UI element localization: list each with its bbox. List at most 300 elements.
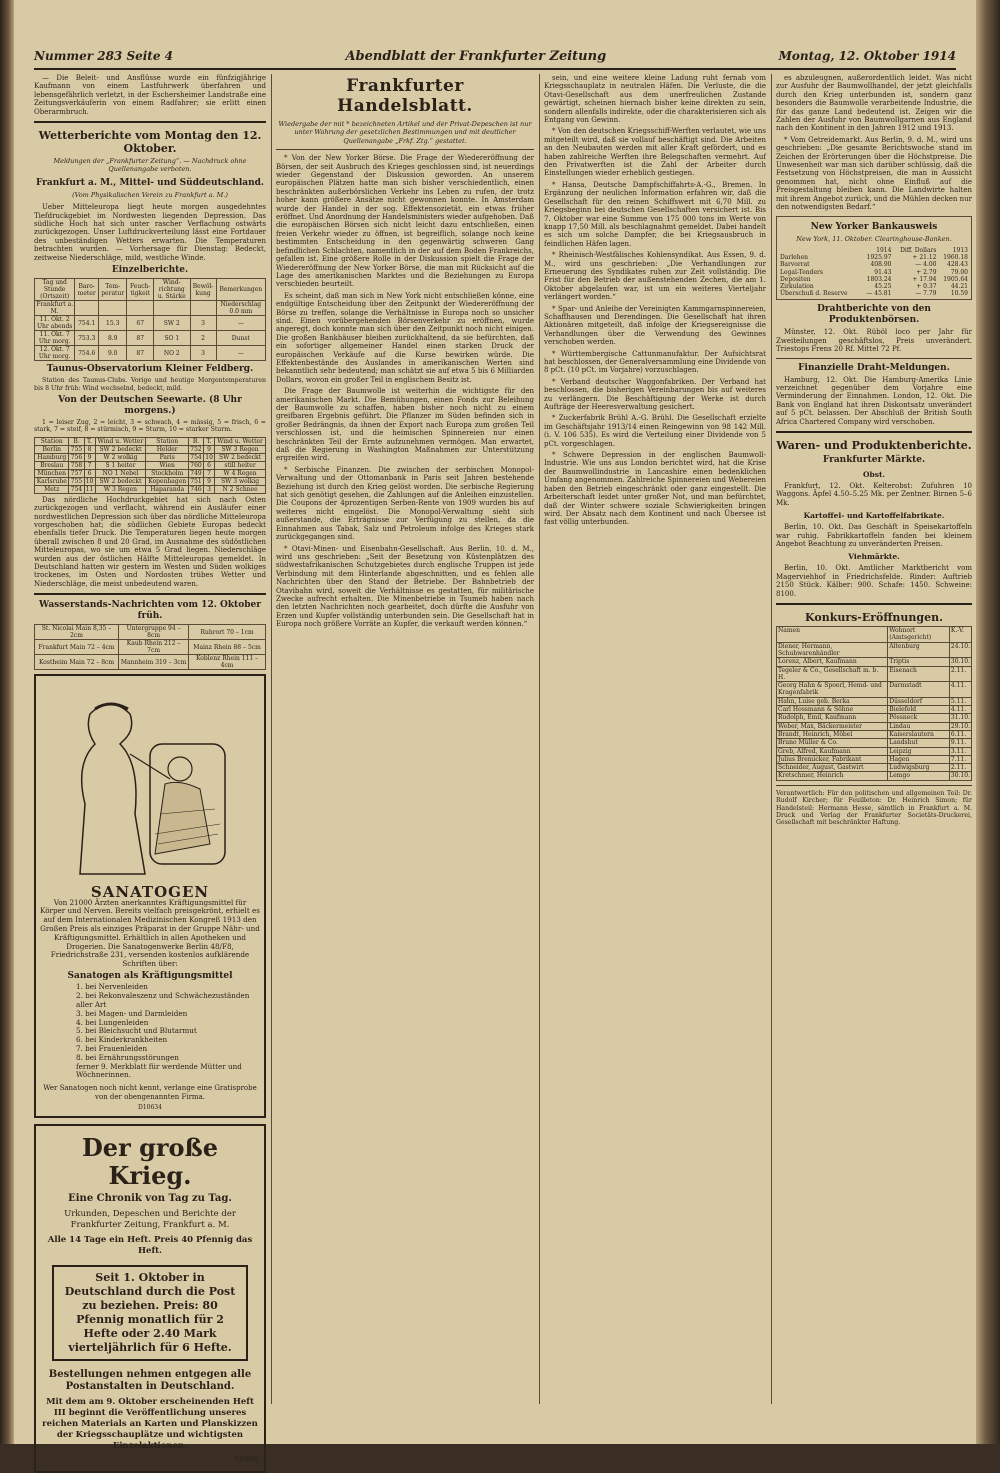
table-row <box>777 730 972 738</box>
cell: 754 <box>70 485 83 493</box>
table-row <box>777 697 972 705</box>
cell: Kaub Rhein 212 – 7cm <box>119 640 189 655</box>
list-item: 6. bei Kinderkrankheiten <box>76 1035 168 1045</box>
sanatogen-ad <box>34 674 266 1118</box>
th: Tag und Stunde (Ortszeit) <box>35 279 75 301</box>
cell <box>190 301 216 316</box>
cell: 408.90 <box>870 261 892 269</box>
column-4 <box>776 74 972 1404</box>
article-paragraph: * Schwere Depression in der englischen Baumwoll-Industrie. Wie uns aus London berichtet wird, hat die Krise der Baumwollindustrie in Lancashire einen bedenklichen Umfang angenommen. Zahlreiche Spinnereien und Webereien haben den Betrieb eingeschränkt oder ganz eingestellt. Die Arbeiterschaft leidet unter großer Not, und man befürchtet, daß der Winter schwere soziale Schwierigkeiten bringen wird. Der Absatz nach dem Kontinent und nach Übersee ist fast völlig unterbunden. <box>544 451 766 527</box>
cell <box>127 301 154 316</box>
cell: 24.10. <box>949 642 971 658</box>
table-row <box>35 625 266 640</box>
table-row <box>777 755 972 763</box>
cell: 754 <box>190 453 202 461</box>
divider <box>34 593 266 595</box>
page-header <box>34 46 956 66</box>
cell: 757 <box>70 469 83 477</box>
cell: 9 <box>84 453 95 461</box>
cell: Ludwigsburg <box>888 764 950 772</box>
cell: SW 3 wolkig <box>215 477 266 485</box>
cell: Barvorrat <box>780 261 810 269</box>
cell: S 1 heiter <box>95 461 146 469</box>
seewarte-title <box>34 395 266 417</box>
cell: 755 <box>70 445 83 453</box>
kart-title: Kartoffel- und Kartoffelfabrikate. <box>803 511 945 521</box>
cell: 91.43 <box>874 268 892 276</box>
cell: — <box>216 316 265 331</box>
cell: 87 <box>127 331 154 346</box>
list-item: 8. bei Ernährungsstörungen <box>76 1052 179 1062</box>
cell: + 2.79 <box>916 268 937 276</box>
konkurs-table <box>776 626 972 781</box>
table-row <box>777 666 972 682</box>
cell: 428.43 <box>947 261 968 269</box>
cell: 2.11. <box>949 666 971 682</box>
cell: Lorenz, Albert, Kaufmann <box>777 658 888 666</box>
th: Wohnort (Amtsgericht) <box>888 627 950 643</box>
cell: Carl Hossmann & Söhne <box>777 706 888 714</box>
cell: Schneider, August, Gastwirt <box>777 764 888 772</box>
cell: SW 2 bedeckt <box>95 477 146 485</box>
table-row <box>35 316 266 331</box>
cell: 79.00 <box>950 268 968 276</box>
weather-region: Frankfurt a. M., Mittel- und Süddeutschland. <box>35 177 265 188</box>
cell: 7.11. <box>949 755 971 763</box>
cell: 11 <box>85 485 94 493</box>
nurse-patient-illustration <box>50 684 250 884</box>
markt-obst: Obst. <box>862 469 886 479</box>
kart-text: Berlin, 10. Okt. Das Geschäft in Speisekartoffeln war ruhig. Fabrikkartoffeln fanden bei kleinem Angebot Beachtung zu unveränderten Preisen. <box>776 523 972 549</box>
cell: Untergruppe 94 – 8cm <box>119 625 189 640</box>
divider <box>776 785 972 786</box>
list-item: 4. bei Lungenleiden <box>76 1017 149 1027</box>
list-item: 3. bei Magen- und Darmleiden <box>76 1008 188 1018</box>
cell: 751 <box>190 477 202 485</box>
cell: 7 <box>204 469 215 477</box>
table-row <box>779 290 969 297</box>
cell: Darmstadt <box>888 682 950 698</box>
cell: 31.10. <box>950 714 970 722</box>
imprint: Verantwortlich: Für den politischen und allgemeinen Teil: Dr. Rudolf Kircher; für Feuilleton: Dr. Heinrich Simon; für Handelsteil: Hermann Hesse, sämtlich in Frankfurt a. M. Druck und Verlag der Frankfurter Societäts-Druckerei, Gesellschaft mit beschränkter Haftung. <box>776 789 972 827</box>
header-left: Nummer 283 Seite 4 <box>34 49 174 63</box>
th: Bewöl-kung <box>190 279 216 301</box>
cell: Kaiserslautern <box>888 730 950 738</box>
newspaper-page <box>14 0 976 1464</box>
cell: Koblenz Rhein 111 – 4cm <box>189 655 266 670</box>
cell: 11. Okt. 7 Uhr morg. <box>35 331 75 346</box>
th: K.-V. <box>949 627 971 643</box>
weather-title: Wetterberichte vom Montag den 12. Oktober. <box>38 129 262 156</box>
cell: 4.11. <box>949 682 971 698</box>
draht-title: Drahtberichte von den Produktenbörsen. <box>817 304 931 326</box>
column-2 <box>276 74 534 1404</box>
th: Baro-meter <box>75 279 99 301</box>
cell: Altenburg <box>888 642 950 658</box>
markt-text: Frankfurt, 12. Okt. Kelterobst: Zufuhren 10 Waggons. Äpfel 4.50–5.25 Mk. per Zentner. Birnen 5–6 Mk. <box>776 481 972 507</box>
ad-illustration <box>40 684 260 884</box>
cell: 749 <box>190 469 202 477</box>
cell: N 2 Schnee <box>215 485 266 493</box>
article-paragraph: * Spar- und Anleihe der Vereinigten Kammgarnspinnereien, Schaffhausen und Derendingen. Die Gesellschaft hat ihren Aktionären mitgeteilt, daß infolge der Kriegsereignisse die Verhandlungen über die Verwendung des Gewinnes verschoben werden. <box>544 304 766 347</box>
cell: Metz <box>35 485 69 493</box>
cell: 9 <box>204 477 215 485</box>
article-paragraph: * Von der New Yorker Börse. Die Frage der Wiedereröffnung der Börsen, der seit Ausbruch des Krieges geschlossen sind, ist neuerdings wieder Gegenstand der Diskussion geworden. An unserem europäischen Plätzen hatte man sich bisher verschiedentlich, einen beschränkten außerbörslichen Verkehr ins Leben zu rufen, der trotz hoher kann größere Ansätze nicht gewonnen konnte. In Amsterdam wurde der Handel in der sog. Effektensozietät, ein etwas früher eröffnet. Und Anordnung der Handelsministers wieder aufgehoben. Daß die europäischen Börsen sich nicht leicht dazu entschließen, einen freien Verkehr wieder zu öffnen, ist begreiflich, solange noch keine bestimmten Entscheidung in den gegenwärtig schweren Gang befindlichen Schlachten, namentlich in der auf dem Boden Frankreichs, gefallen ist. Eine größere Rolle in der Diskussion spielt die Frage der Wiedereröffnung der New Yorker Börse, die man mit Rücksicht auf die Lage des amerikanischen Marktes und die Beziehungen zu Europa verschieden beurteilt. <box>276 154 534 289</box>
cell: 1960.18 <box>943 254 968 262</box>
th: Tem-peratur <box>99 279 127 301</box>
ad2-price-note: Alle 14 Tage ein Heft. Preis 40 Pfennig das Heft. <box>47 1235 253 1257</box>
cell: 45.25 <box>874 282 892 290</box>
cell: 3.11. <box>949 747 971 755</box>
cell: 3 <box>190 316 216 331</box>
table-row <box>777 682 972 698</box>
cell: Hamburg <box>35 453 69 461</box>
cell: NO 2 <box>154 346 191 361</box>
th: Diff. Dollars <box>900 246 937 254</box>
table-row <box>777 714 972 722</box>
cell: 44.21 <box>950 282 968 290</box>
divider <box>776 431 972 433</box>
cell: Lindau <box>888 722 950 730</box>
cell: + 17.94 <box>912 275 937 283</box>
table-row <box>777 706 972 714</box>
article-paragraph: * Württembergische Cattunmanufaktur. Der Aufsichtsrat hat beschlossen, der Generalversammlung eine Dividende von 8 pCt. (10 pCt. im Vorjahre) vorzuschlagen. <box>544 349 766 375</box>
cell <box>154 301 191 316</box>
cell: Rudolph, Emil, Kaufmann <box>777 714 888 722</box>
nyb-sub: New York, 11. Oktober. Clearinghouse-Banken. <box>796 234 952 243</box>
cell: Stockholm <box>146 469 189 477</box>
cell: Brandt, Heinrich, Möbel <box>777 730 888 738</box>
cell: Bielefeld <box>888 706 950 714</box>
cell: 7 <box>84 461 95 469</box>
header-right: Montag, 12. Oktober 1914 <box>778 49 956 63</box>
table-row <box>777 747 972 755</box>
cell: 8 <box>84 445 95 453</box>
cell: — <box>216 346 265 361</box>
cell: 760 <box>190 461 202 469</box>
cell: Hagen <box>888 755 950 763</box>
cell: W 2 wolkig <box>95 453 146 461</box>
table-row <box>777 764 972 772</box>
konk-title: Konkurs-Eröffnungen. <box>805 611 943 625</box>
handelsblatt-title: Frankfurter Handelsblatt. <box>337 76 473 116</box>
cell: Weber, Max, Bäckermeister <box>777 722 888 730</box>
cell: Pössneck <box>888 714 950 722</box>
table-row <box>35 445 266 453</box>
cell <box>99 301 127 316</box>
column-rule <box>271 74 272 1404</box>
ad-title: SANATOGEN <box>90 883 210 902</box>
cell: Frankfurt Main 72 – 4cm <box>35 640 119 655</box>
table-row <box>779 283 969 290</box>
cell: Triptis <box>888 658 950 666</box>
cell: 6 <box>84 469 95 477</box>
nyb-title: New Yorker Bankausweis <box>810 221 938 232</box>
top-note: — Die Beleit- und Ansflüsse wurde ein fünfzigjährige Kaufmann von einem Lastfuhrwerk überfahren und lebensgefährlich verletzt, in der Eschersheimer Landstraße eine Zeitungsverkäuferin von einem Radfahrer; sie erlitt einen Oberarmbruch. <box>34 74 266 116</box>
list-item: ferner 9. Merkblatt für werdende Mütter und Wöchnerinnen. <box>76 1061 242 1080</box>
ad2-sub: Eine Chronik von Tag zu Tag. <box>68 1193 232 1205</box>
list-item: 1. bei Nervenleiden <box>76 982 148 992</box>
cell: Zirkulation <box>780 282 814 290</box>
cell: 67 <box>127 316 154 331</box>
cell: + 21.12 <box>912 254 937 262</box>
weather-text: Ueber Mitteleuropa liegt heute morgen ausgedehntes Tiefdruckgebiet im Nordwesten liegenden Depression. Das südliche Hoch hat sich unter rascher Verflachung ostwärts zurückgezogen. Unser Luftdruckverteilung lässt eine Fortdauer des unbeständigen Wetters erwarten. Die Temperaturen betrachten wurden. — Vorhersage für Dienstag: Bedeckt, zeitweise Niederschläge, mild, westliche Winde. <box>34 203 266 262</box>
cell: Paris <box>146 453 189 461</box>
cell: 752 <box>190 445 202 453</box>
th: Feuch-tigkeit <box>127 279 154 301</box>
column-rule <box>539 74 540 1404</box>
article-paragraph: Die Frage der Baumwolle ist weiterhin die wichtigste für den amerikanischen Markt. Die Bemühungen, einen Fonds zur Beleihung der Baumwolle zu schaffen, haben bisher noch nicht zu einem greifbaren Ergebnis geführt. Die Pflanzer im Süden befinden sich in großer Bedrängnis, da ihnen der Export nach Europa zum großen Teil verschlossen ist, und die heimischen Spinnereien nur einen beschränkten Teil der Ernte aufzunehmen vermögen. Man erwartet, daß die Regierung in Washington Maßnahmen zur Unterstützung ergreifen wird. <box>276 387 534 463</box>
cell: 87 <box>127 346 154 361</box>
cell: München <box>35 469 69 477</box>
cell: Depositen <box>780 275 811 283</box>
ad2-bottom: Mit dem am 9. Oktober erscheinenden Heft III beginnt die Veröffentlichung unseres reichen Materials an Karten und Planskizzen der Kriegsschauplätze und wichtigsten Einzelaktionen. <box>42 1397 258 1452</box>
cell: 12. Okt. 7 Uhr morg. <box>35 346 75 361</box>
vieh-title: Viehmärkte. <box>848 552 900 562</box>
ad2-title: Der große Krieg. <box>81 1133 219 1191</box>
cell: SW 2 bedeckt <box>95 445 146 453</box>
table-row <box>777 642 972 658</box>
cell: 10 <box>205 453 213 461</box>
cell: Karlsruhe <box>35 477 69 485</box>
cell: NO 1 Nebel <box>95 469 146 477</box>
th: Bemerkungen <box>216 279 265 301</box>
draht-text: Münster, 12. Okt. Rüböl loco per Jahr für Zweiteilungen geschäftslos, Preis unverändert. Triestops Frens 20 Rf. Mittel 72 Pf. <box>776 328 972 354</box>
header-center: Abendblatt der Frankfurter Zeitung <box>345 48 607 64</box>
cell: 3 <box>204 485 215 493</box>
th: Station <box>35 437 69 445</box>
weather-table-title: Einzelberichte. <box>111 265 189 276</box>
th: T. <box>84 437 95 445</box>
cell: Niederschlag 0.0 mm <box>216 301 265 316</box>
cell: Ruhrort 70 – 1cm <box>189 625 266 640</box>
vieh-text: Berlin, 10. Okt. Amtlicher Marktbericht vom Magerviehhof in Friedrichsfelde. Rinder: Auftrieb 2150 Stück. Kälber: 900. Schafe: 1450. Schweine: 8100. <box>776 564 972 598</box>
fin-title: Finanzielle Draht-Meldungen. <box>798 362 950 373</box>
table-row <box>35 640 266 655</box>
table-row <box>777 722 972 730</box>
article-paragraph: es abzuleugnen, außerordentlich leidet. Was nicht zur Ausfuhr der Baumwollhandel, der jetzt gleichfalls durch den Krieg unterbunden ist, sondern ganz besonders die Baumwolle verarbeitende Industrie, die für das ganze Land bedeutend ist. Zeigen wir die Zahlen der Ausfuhr von Baumwollgarnen aus England nach den Kontinent in den Jahren 1912 und 1913. <box>776 74 972 133</box>
seewarte-sub: (8 Uhr morgens.) <box>124 394 242 416</box>
table-row <box>777 739 972 747</box>
cell: 9 <box>204 445 215 453</box>
cell: Greb, Alfred, Kaufmann <box>777 747 888 755</box>
table-row <box>35 346 266 361</box>
cell: 5.11. <box>949 697 971 705</box>
book-spine <box>0 0 14 1444</box>
article-paragraph: * Verband deutscher Waggonfabriken. Der Verband hat beschlossen, die bisherigen Vereinbarungen bis auf weiteres zu verlängern. Die Beschäftigung der Werke ist durch Aufträge der Heeresverwaltung gesichert. <box>544 377 766 412</box>
cell: W 3 Regen <box>95 485 146 493</box>
cell: — 7.79 <box>915 290 937 298</box>
column-3 <box>544 74 766 1404</box>
article-paragraph: * Hansa, Deutsche Dampfschiffahrts-A.-G., Bremen. In Ergänzung der neulichen Information erfahren wir, daß die Gesellschaft für den reinen Schiffswert mit 6,70 Mill. zu Kriegsbeginn bei deutschen Gesellschaften versichert ist. Bis 7. Oktober war eine Summe von 175 000 tons im Werte von knapp 17,50 Mill. als beschlagnahmt gemeldet. Dabei handelt es sich um solche Dampfer, die bei Kriegsausbruch in feindlichen Häfen lagen. <box>544 180 766 248</box>
table-row <box>779 276 969 283</box>
table-row <box>35 655 266 670</box>
cell: Helder <box>146 445 189 453</box>
cell: SW 2 bedeckt <box>215 453 266 461</box>
station-table <box>34 437 266 494</box>
markt-title: Frankfurter Märkte. <box>822 454 926 465</box>
cell: 1905.64 <box>943 275 968 283</box>
ad-text: Von 21000 Ärzten anerkanntes Kräftigungsmittel für Körper und Nerven. Bereits vielfach preisgekrönt, erhielt es auf dem Internationalen Medizinischen Kongreß 1913 den Großen Preis als einziges Präparat in der Gruppe Nähr- und Kräftigungsmittel. Erhältlich in allen Apotheken und Drogerien. Die Sanatogenwerke Berlin 48/F8, Friedrichstraße 231, versenden kostenlos aufklärende Schriften über: <box>40 897 260 969</box>
table-row <box>35 485 266 493</box>
cell: Mannheim 319 – 3cm <box>119 655 189 670</box>
fin-text: Hamburg, 12. Okt. Die Hamburg-Amerika Linie verzeichnet gegenüber dem Vorjahre eine Verminderung der Einnahmen. London, 12. Okt. Die Bank von England hat ihren Diskontsatz unverändert auf 5 pCt. belassen. Der Abschluß der British South Africa Chartered Company wird verschoben. <box>776 375 972 426</box>
th: 1913 <box>952 246 968 254</box>
cell: SW 2 <box>154 316 191 331</box>
article-paragraph: * Vom Getreidemarkt. Aus Berlin, 9. d. M., wird uns geschrieben: „Die gesamte Berichtswoche stand im Zeichen der Erörterungen über die Höchstpreise. Die Unwesenheit war man sich darüber schlüssig, daß die Festsetzung von Höchstpreisen, die man in Aussicht genommen hat, nicht ohne Einfluß auf die Preisgestaltung bleiben kann. Die Landwirte halten mit ihrem Angebot zurück, und die Mühlen decken nur den notwendigsten Bedarf.“ <box>776 135 972 212</box>
cell: Kretschmer, Heinrich <box>777 772 888 780</box>
ad2-code: D10086 <box>234 1456 258 1464</box>
ad-list <box>40 983 260 1080</box>
article-paragraph: Es scheint, daß man sich in New York nicht entschließen könne, eine endgültige Entscheidung über den Zeitpunkt der Wiedereröffnung der Börse zu treffen, solange die Verhältnisse in Europa noch so unsicher sind. Einen vorübergehenden Börsenverkehr zu eröffnen, wurde angeregt, doch konnte man sich über den Zeitpunkt noch nicht einigen. Die großen Bankhäuser bleiben zurückhaltend, da sie befürchten, daß ein sofortiger allgemeiner Handel einen starken Druck der europäischen Verkäufe auf die Kurse bewirken würde. Die Effektenbestände des Auslandes in amerikanischen Werten sind bekanntlich sehr bedeutend; man schätzt sie auf etwa 5 bis 6 Milliarden Dollars, wovon ein großer Teil in englischem Besitz ist. <box>276 291 534 384</box>
cell: — 4.00 <box>915 261 937 269</box>
cell: Breslau <box>35 461 69 469</box>
wasser-title: Wasserstands-Nachrichten vom 12. Oktober früh. <box>39 600 261 622</box>
table-row <box>779 261 969 268</box>
cell: 1803.24 <box>866 275 892 283</box>
cell: Kopenhagen <box>146 477 189 485</box>
wasser-table <box>34 624 266 670</box>
new-york-bankausweis <box>776 216 972 301</box>
cell: 754.6 <box>75 346 99 361</box>
table-row <box>779 254 969 261</box>
seewarte-title-text: Von der Deutschen Seewarte. <box>58 394 206 405</box>
header-rule <box>34 68 956 70</box>
cell: 10 <box>85 477 94 485</box>
cell: Darlehen <box>780 254 809 262</box>
cell: Frankfurt a. M. <box>36 301 74 316</box>
cell: 2 <box>190 331 216 346</box>
cell: Haparanda <box>146 485 189 493</box>
ad2-orders: Bestellungen nehmen entgegen alle Postanstalten in Deutschland. <box>48 1369 252 1393</box>
ad2-box: Seit 1. Oktober in Deutschland durch die Post zu beziehen. Preis: 80 Pfennig monatlich für 2 Hefte oder 2.40 Mark vierteljährlich für 6 Hefte. <box>52 1265 248 1361</box>
table-row <box>779 269 969 276</box>
article-paragraph: * Zuckerfabrik Brühl A.-G. Brühl. Die Gesellschaft erzielte im Geschäftsjahr 1913/14 einen Reingewinn von 98 142 Mill. (i. V. 106 535). Es wird die Verteilung einer Dividende von 5 pCt. vorgeschlagen. <box>544 414 766 448</box>
th <box>779 247 861 254</box>
cell: Georg Hahn & Spoerl, Hemd- und Kragenfabrik <box>777 682 888 698</box>
nyb-table <box>779 247 969 297</box>
divider <box>34 121 266 123</box>
th: B. <box>189 437 204 445</box>
cell: 15.3 <box>99 316 127 331</box>
cell: still heiter <box>215 461 266 469</box>
cell: Legal-Tenders <box>780 268 823 276</box>
divider <box>776 603 972 605</box>
divider <box>776 358 972 359</box>
article-paragraph: * Otavi-Minen- und Eisenbahn-Gesellschaft. Aus Berlin, 10. d. M., wird uns geschrieben: „Seit der Besetzung von Küstenplätzen des südwestafrikanischen Schutzgebietes durch englische Truppen ist jede Verbindung mit dem Hinterlande abgeschnitten, und es fehlen alle Nachrichten über den Stand der Betriebe. Der Bahnbetrieb der Otavibahn wird, soweit die Verhältnisse es gestatten, für militärische Zwecke aufrecht erhalten. Die Minenbetriebe in Tsumeb haben nach den letzten Nachrichten noch gearbeitet, doch dürfte die Ausfuhr von Erzen und Kupfer vollständig unterbunden sein. Die Gesellschaft hat in Europa noch größere Vorräte an Kupfer, die verkauft werden können.“ <box>276 544 534 629</box>
cell: 4.11. <box>949 706 971 714</box>
cell: 6 <box>204 461 215 469</box>
th: Wind-richtung u. Stärke <box>154 279 191 301</box>
th: Station <box>146 437 189 445</box>
cell: Berlin <box>35 445 69 453</box>
cell: Hahn, Luise geb. Berka <box>777 697 888 705</box>
th: B. <box>69 437 84 445</box>
th: Namen <box>777 627 888 643</box>
weather-source: (Vom Physikalischen Verein zu Frankfurt a. M.) <box>72 190 228 199</box>
article-paragraph: * Rheinisch-Westfälisches Kohlensyndikat. Aus Essen, 9. d. M., wird uns geschrieben: „Die Verhandlungen zur Erneuerung des Syndikates ruhen zur Zeit vollständig. Die Frist für den Betrieb der außenstehenden Zechen, die am 1. Oktober abgelaufen war, ist um ein weiteres Vierteljahr verlängert worden.“ <box>544 251 766 302</box>
cell: 758 <box>70 461 83 469</box>
ad-code: D10634 <box>138 1103 162 1111</box>
cell: Tegeler & Co., Gesellschaft m. b. H. <box>777 666 888 682</box>
table-row <box>35 301 266 316</box>
ad2-text: Urkunden, Depeschen und Berichte der Frankfurter Zeitung, Frankfurt a. M. <box>64 1209 236 1231</box>
list-item: 5. bei Bleichsucht und Blutarmut <box>76 1026 197 1036</box>
cell: 9.0 <box>99 346 127 361</box>
divider <box>276 149 534 150</box>
article-paragraph: sein, und eine weitere kleine Ladung ruht fernab vom Kriegsschauplatz in neutralen Häfen. Die Verluste, die die Otavi-Gesellschaft aus dem unerfreulichen Zustande gewärtigt, scheinen hiernach bisher keine direkten zu sein, sondern allenfalls indirekte, oder die charakterisieren sich als Entgang von Gewinn. <box>544 74 766 125</box>
cell: Diener, Hermann, Schuhwarenhändler <box>777 642 888 658</box>
cell: 2.11. <box>949 764 971 772</box>
cell: Julius Bremicker, Fabrikant <box>777 755 888 763</box>
cell: 755 <box>70 477 83 485</box>
cell: SW 3 Regen <box>215 445 266 453</box>
taunus-text: Station des Taunus-Clubs. Vorige und heutige Morgentemperaturen bis 8 Uhr früh: Wind wechselnd, bedeckt, mild. <box>34 377 266 392</box>
seewarte-text: 1 = leiser Zug, 2 = leicht, 3 = schwach, 4 = mässig, 5 = frisch, 6 = stark, 7 = steif, 8 = stürmisch, 9 = Sturm, 10 = starker Sturm. <box>34 418 266 434</box>
cell: Eisenach <box>888 666 950 682</box>
cell: 756 <box>70 453 83 461</box>
table-row <box>35 331 266 346</box>
cell: 753.3 <box>75 331 99 346</box>
cell: 29.10. <box>950 722 970 730</box>
cell: 10.59 <box>950 290 968 298</box>
taunus-title: Taunus-Observatorium Kleiner Feldberg. <box>46 364 254 375</box>
th: Wind u. Wetter <box>95 437 146 445</box>
cell: 754.1 <box>75 316 99 331</box>
cell: 3 <box>190 346 216 361</box>
cell: Wien <box>146 461 189 469</box>
page-edge <box>976 0 1000 1444</box>
cell <box>75 301 99 316</box>
cell: Leipzig <box>888 747 950 755</box>
cell: St. Nicolai Main 8,35 – 2cm <box>35 625 119 640</box>
cell: 11. Okt. 2 Uhr abends <box>35 316 75 331</box>
table-row <box>777 772 972 780</box>
cell: Düsseldorf <box>888 697 950 705</box>
table-row <box>35 477 266 485</box>
cell: — 45.81 <box>866 290 892 298</box>
ad-footer: Wer Sanatogen noch nicht kennt, verlange eine Gratisprobe von der obengenannten Firma. <box>43 1084 257 1101</box>
cell: 1925.97 <box>866 254 892 262</box>
handelsblatt-subtitle: Wiedergabe der mit * bezeichneten Artikel und der Privat-Depeschen ist nur unter Wahrung der gesetzlichen Bestimmungen und mit deutlicher Quellenangabe „Frkf. Ztg.“ gestattet. <box>278 120 532 145</box>
cell: + 0.37 <box>916 282 937 290</box>
cell: SO 1 <box>154 331 191 346</box>
th: Wind u. Wetter <box>215 437 266 445</box>
waren-title: Waren- und Produktenberichte. <box>776 438 972 452</box>
cell: W 4 Regen <box>215 469 266 477</box>
cell: 6.11. <box>949 730 971 738</box>
ad-sub: Sanatogen als Kräftigungsmittel <box>67 970 233 981</box>
cell: 746 <box>190 485 202 493</box>
cell: 30.10. <box>950 658 970 666</box>
cell: Kostheim Main 72 – 8cm <box>35 655 119 670</box>
column-rule <box>771 74 772 1404</box>
article-paragraph: * Von den deutschen Kriegsschiff-Werften verlautet, wie uns mitgeteilt wird, daß sie vollauf beschäftigt sind. Die Arbeiten an den Neubauten werden mit aller Kraft gefördert, und es haben zahlreiche Werften ihre Belegschaften vermehrt. Auf den Privatwerften ist die Zahl der Arbeiter durch Einstellungen wieder erheblich gestiegen. <box>544 127 766 178</box>
cell: 30.10. <box>950 772 970 780</box>
column-1 <box>34 74 266 1464</box>
cell: 8.9 <box>99 331 127 346</box>
cell: Bruno Müller & Co. <box>777 739 888 747</box>
list-item: 7. bei Frauenleiden <box>76 1043 148 1053</box>
weather-table <box>34 278 266 361</box>
list-item: 2. bei Rekonvaleszenz und Schwächezuständen aller Art <box>76 991 250 1009</box>
cell: Lemgo <box>888 772 950 780</box>
weather-sub: Meldungen der „Frankfurter Zeitung“. — Nachdruck ohne Quellenangabe verboten. <box>53 157 247 174</box>
table-row <box>35 461 266 469</box>
cell: 9.11. <box>949 739 971 747</box>
article-paragraph: * Serbische Finanzen. Die zwischen der serbischen Monopol-Verwaltung und der Ottomanbank in Paris seit Jahren bestehende Beziehung ist durch den Krieg gelöst worden. Die serbische Regierung hat sich genötigt gesehen, die Zahlungen auf die Anleihen einzustellen. Die Coupons der 4prozentigen Serben-Rente von 1909 wurden bis auf weiteres nicht eingelöst. Die Monopol-Verwaltung sieht sich außerstande, die Erträgnisse zur Verfügung zu stellen, da die Einnahmen aus Tabak, Salz und Petroleum infolge des Krieges stark zurückgegangen sind. <box>276 465 534 542</box>
table-row <box>777 658 972 666</box>
